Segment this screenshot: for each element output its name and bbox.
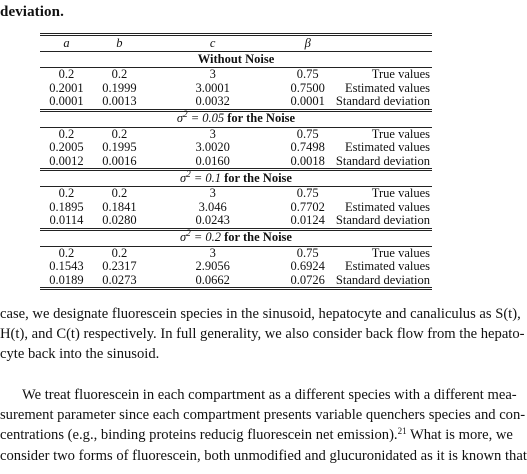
sigma-exponent: 2 <box>183 109 188 120</box>
cell-label: True values <box>371 67 430 81</box>
cell-a: 0.0189 <box>40 274 93 289</box>
section-title: Without Noise <box>40 52 432 68</box>
cell-a: 0.2 <box>58 186 75 200</box>
cell-c: 0.0032 <box>195 94 230 108</box>
cell-beta: 0.75 <box>296 126 319 141</box>
cell-label: Estimated values <box>344 140 430 154</box>
table-row <box>40 82 432 96</box>
table-row <box>40 127 432 141</box>
header-a: a <box>40 35 93 52</box>
cell-a: 0.0001 <box>49 94 84 108</box>
cell-label: Estimated values <box>344 199 430 214</box>
section-noise-0-1 <box>40 170 432 230</box>
cell-b: 0.2317 <box>102 259 137 273</box>
table-row <box>40 274 432 289</box>
noise-value: = 0.2 <box>190 230 225 245</box>
cell-beta: 0.7702 <box>290 199 325 214</box>
cell-beta: 0.0726 <box>280 274 336 289</box>
table-row <box>40 68 432 82</box>
section-title-row <box>40 52 432 68</box>
cell-b: 0.2 <box>111 186 128 200</box>
table-row <box>40 141 432 155</box>
cell-label: True values <box>371 126 430 141</box>
cell-b: 0.1999 <box>102 80 137 95</box>
text-line: We treat fluorescein in each compartment as a different species with a different mea- <box>22 387 517 403</box>
cell-label: Standard deviation <box>335 94 430 108</box>
section-title-text: for the Noise <box>227 111 296 126</box>
section-without-noise <box>40 52 432 111</box>
text-line: cyte back into the sinusoid. <box>0 346 160 363</box>
cell-a: 0.2 <box>58 126 75 141</box>
table-row <box>40 201 432 215</box>
cell-b: 0.2 <box>111 126 128 141</box>
caption-tail: deviation. <box>0 4 64 20</box>
cell-beta: 0.0018 <box>290 153 325 168</box>
cell-b: 0.2 <box>111 67 128 81</box>
sigma-symbol: σ <box>176 111 184 126</box>
section-title-row <box>40 170 432 187</box>
sigma-exponent: 2 <box>186 228 191 239</box>
text-line <box>0 425 513 445</box>
text-line: consider two forms of fluorescein, both unmodified and glucuronidated as it is known that <box>0 447 527 464</box>
cell-c: 3 <box>209 67 216 81</box>
section-title <box>40 110 432 127</box>
noise-value: = 0.1 <box>190 170 225 185</box>
cell-label: Standard deviation <box>335 213 430 227</box>
results-table <box>40 33 432 290</box>
header-c: c <box>146 35 280 52</box>
section-title <box>40 229 432 246</box>
table-row <box>40 214 432 229</box>
parameter-estimation-table <box>40 33 432 290</box>
cell-label: Estimated values <box>344 259 430 273</box>
cell-beta: 0.75 <box>296 245 319 260</box>
cell-b: 0.1995 <box>102 140 137 154</box>
cell-label: True values <box>371 245 430 260</box>
cell-beta: 0.75 <box>296 186 319 200</box>
table-header-row <box>40 35 432 52</box>
cell-a: 0.2001 <box>49 80 84 95</box>
cell-c: 3.0001 <box>195 80 230 95</box>
cell-beta: 0.7498 <box>290 140 325 154</box>
text-line: case, we designate fluorescein species in the sinusoid, hepatocyte and canaliculus as S(t), <box>0 306 521 322</box>
cell-label: Standard deviation <box>335 272 430 287</box>
section-noise-0-2 <box>40 229 432 289</box>
cell-label: Standard deviation <box>335 153 430 168</box>
cell-b: 0.2 <box>111 245 128 260</box>
sigma-symbol: σ <box>180 170 187 185</box>
cell-a: 0.1543 <box>49 259 84 273</box>
paragraph-2 <box>0 385 527 466</box>
cell-b: 0.1841 <box>102 199 137 214</box>
cell-b: 0.0013 <box>102 94 137 108</box>
cell-a: 0.0114 <box>49 213 84 227</box>
cell-label: Estimated values <box>344 80 430 95</box>
text-span: centrations (e.g., binding proteins reducig fluorescein net emission). <box>0 427 398 444</box>
cell-a: 0.2 <box>58 67 75 81</box>
cell-beta: 0.0001 <box>290 94 325 108</box>
citation-superscript[interactable]: 21 <box>397 426 407 437</box>
cell-label: True values <box>371 186 430 200</box>
cell-a: 0.1895 <box>49 199 84 214</box>
text-line: surement parameter since each compartment presents variable quenchers species and con- <box>0 407 526 424</box>
section-noise-0-05 <box>40 110 432 170</box>
table-row <box>40 260 432 274</box>
section-title-row <box>40 110 432 127</box>
cell-beta: 0.7500 <box>290 80 325 95</box>
cell-b: 0.0273 <box>93 274 146 289</box>
cell-b: 0.0016 <box>102 153 137 168</box>
cell-beta: 0.0124 <box>290 213 325 227</box>
paragraph-1 <box>0 304 525 365</box>
header-label <box>336 35 432 52</box>
cell-a: 0.2005 <box>49 140 84 154</box>
cell-a: 0.2 <box>58 245 75 260</box>
text-span: What is more, we <box>406 427 513 444</box>
sigma-symbol: σ <box>180 230 187 245</box>
table-row <box>40 155 432 170</box>
text-line: H(t), and C(t) respectively. In full generality, we also consider back flow from the hepato- <box>0 326 525 343</box>
cell-a: 0.0012 <box>49 153 84 168</box>
cell-c: 3.046 <box>198 199 227 214</box>
sigma-exponent: 2 <box>186 168 191 179</box>
cell-b: 0.0280 <box>102 213 137 227</box>
cell-c: 3 <box>209 245 216 260</box>
header-b: b <box>93 35 146 52</box>
cell-c: 3 <box>209 126 216 141</box>
noise-value: = 0.05 <box>187 111 228 126</box>
cell-c: 0.0160 <box>195 153 230 168</box>
section-title-text: for the Noise <box>224 230 292 245</box>
cell-c: 3 <box>209 186 216 200</box>
table-row <box>40 187 432 201</box>
header-beta: β <box>280 35 336 52</box>
cell-c: 0.0243 <box>195 213 230 227</box>
table-row <box>40 246 432 260</box>
cell-c: 2.9056 <box>195 259 230 273</box>
cell-beta: 0.75 <box>296 67 319 81</box>
table-row <box>40 95 432 110</box>
cell-c: 0.0662 <box>146 274 280 289</box>
cell-c: 3.0020 <box>195 140 230 154</box>
cell-beta: 0.6924 <box>290 259 325 273</box>
section-title-text: for the Noise <box>224 170 292 185</box>
section-title-row <box>40 229 432 246</box>
section-title <box>40 170 432 187</box>
